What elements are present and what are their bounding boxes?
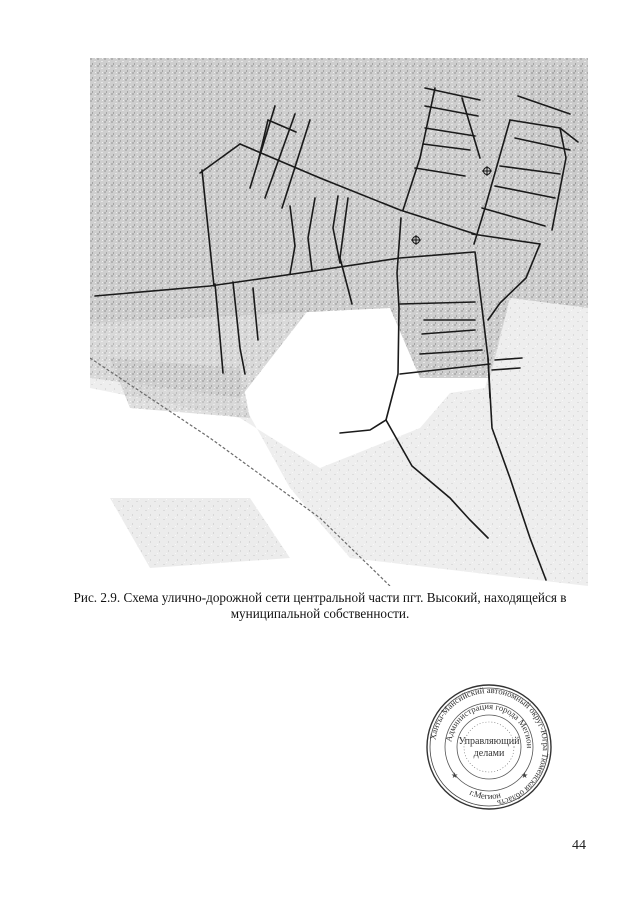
stamp-star-icon: ★ — [451, 771, 459, 780]
page-number: 44 — [572, 838, 586, 853]
stamp-outer-text: Ханты-Мансийский автономный округ-Югра Тюменская область — [427, 684, 552, 809]
map-figure — [90, 58, 588, 586]
official-stamp — [425, 683, 553, 811]
stamp-star-icon: ★ — [521, 771, 529, 780]
stamp-middle-text: Администрация города Мегион — [443, 700, 536, 749]
figure-caption — [60, 590, 580, 622]
street-network-map — [90, 58, 588, 586]
stamp-center-line-1: Управляющий — [458, 736, 520, 747]
map-texture — [90, 58, 588, 586]
stamp-seal — [425, 683, 553, 811]
caption-line-2: муниципальной собственности. — [230, 606, 410, 621]
stamp-center-line-2: делами — [473, 748, 505, 759]
caption-line-1: Рис. 2.9. Схема улично-дорожной сети центральной части пгт. Высокий, находящейся в — [73, 590, 567, 605]
stamp-bottom-text: г.Мегион — [468, 787, 502, 802]
